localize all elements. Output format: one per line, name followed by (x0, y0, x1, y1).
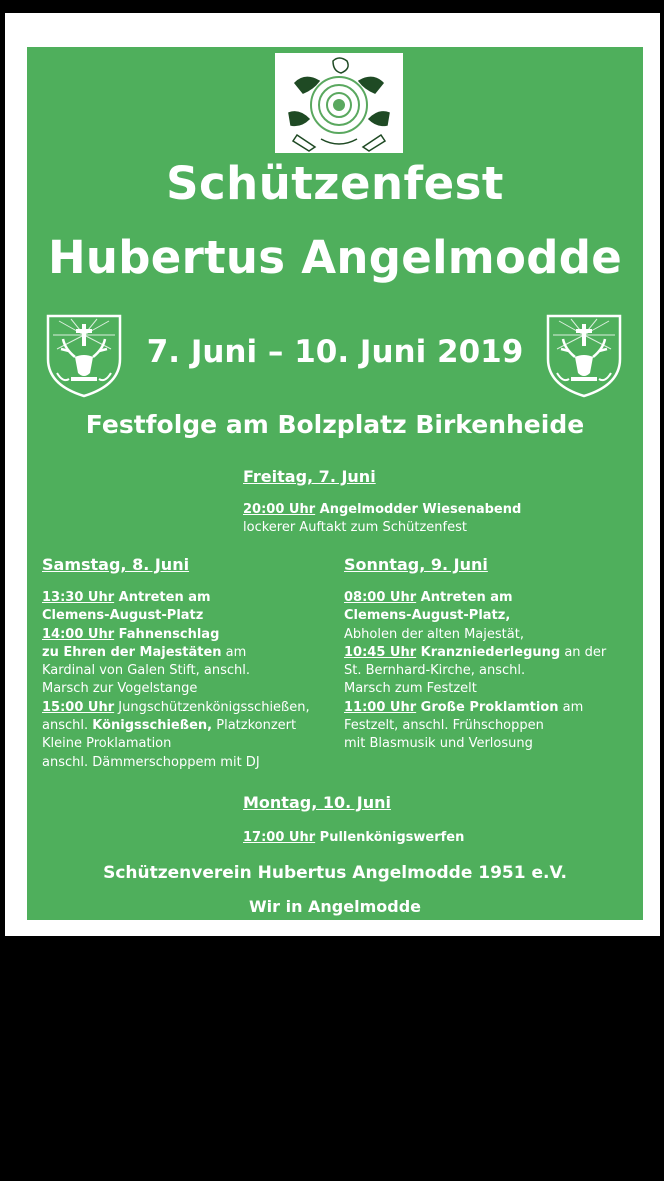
friday-time: 20:00 Uhr (243, 502, 316, 517)
friday-note: lockerer Auftakt zum Schützenfest (243, 520, 467, 536)
saturday-heading: Samstag, 8. Juni (42, 555, 190, 574)
saturday-line-8: Kleine Proklamation (42, 736, 172, 752)
saturday-event-1-place: Clemens-August-Platz (42, 608, 204, 624)
saturday-schedule (42, 589, 310, 772)
sunday-event-2: Kranzniederlegung (416, 644, 561, 660)
sunday-event-3-suffix: am (558, 699, 584, 715)
saturday-line-5: Marsch zur Vogelstange (42, 681, 198, 697)
poster (27, 47, 643, 920)
sunday-line-8: Festzelt, anschl. Frühschoppen (344, 718, 544, 734)
sunday-event-2-suffix: an der (560, 644, 607, 660)
club-name: Schützenverein Hubertus Angelmodde 1951 e.V. (103, 863, 567, 883)
saturday-event-2-suffix: am (221, 644, 247, 660)
monday-time: 17:00 Uhr (243, 830, 316, 845)
venue-heading: Festfolge am Bolzplatz Birkenheide (85, 410, 585, 439)
saturday-event-2-detail: zu Ehren der Majestäten (42, 644, 222, 660)
saturday-time-2: 14:00 Uhr (42, 626, 115, 642)
festival-dates: 7. Juni – 10. Juni 2019 (146, 334, 524, 370)
sunday-schedule (344, 589, 606, 754)
slogan: Wir in Angelmodde (248, 897, 422, 916)
sunday-time-3: 11:00 Uhr (344, 699, 417, 715)
sunday-heading: Sonntag, 9. Juni (344, 555, 488, 574)
friday-heading: Freitag, 7. Juni (243, 467, 376, 486)
title-line-1: Schützenfest (166, 157, 504, 210)
sunday-time-2: 10:45 Uhr (344, 644, 417, 660)
shooting-target-emblem-icon (275, 53, 403, 153)
sunday-line-3: Abholen der alten Majestät, (344, 626, 524, 642)
saturday-event-2: Fahnenschlag (114, 626, 220, 642)
saturday-line-7a: anschl. (42, 718, 93, 734)
sunday-event-1: Antreten am (416, 590, 513, 605)
sunday-time-1: 08:00 Uhr (344, 590, 417, 605)
monday-heading: Montag, 10. Juni (243, 793, 391, 812)
saturday-line-9: anschl. Dämmerschoppem mit DJ (42, 754, 260, 770)
saturday-time-3: 15:00 Uhr (42, 699, 115, 715)
monday-event: Pullenkönigswerfen (315, 830, 465, 845)
sunday-line-6: Marsch zum Festzelt (344, 681, 477, 697)
title-line-2: Hubertus Angelmodde (47, 231, 623, 284)
saturday-event-1: Antreten am (114, 590, 211, 605)
friday-event: Angelmodder Wiesenabend (315, 502, 522, 517)
friday-schedule (243, 501, 521, 538)
saturday-line-7b: Königsschießen, (92, 718, 213, 734)
sunday-line-9: mit Blasmusik und Verlosung (344, 736, 533, 752)
saturday-line-4: Kardinal von Galen Stift, anschl. (42, 663, 251, 679)
sunday-line-5: St. Bernhard-Kirche, anschl. (344, 663, 526, 679)
saturday-time-1: 13:30 Uhr (42, 590, 115, 605)
monday-schedule (243, 829, 464, 847)
sunday-event-3: Große Proklamtion (416, 699, 559, 715)
saturday-line-7c: Platzkonzert (212, 718, 297, 734)
saturday-event-3: Jungschützenkönigsschießen, (114, 699, 310, 715)
sunday-event-1-place: Clemens-August-Platz, (344, 608, 511, 624)
poster-sheet (5, 13, 660, 936)
